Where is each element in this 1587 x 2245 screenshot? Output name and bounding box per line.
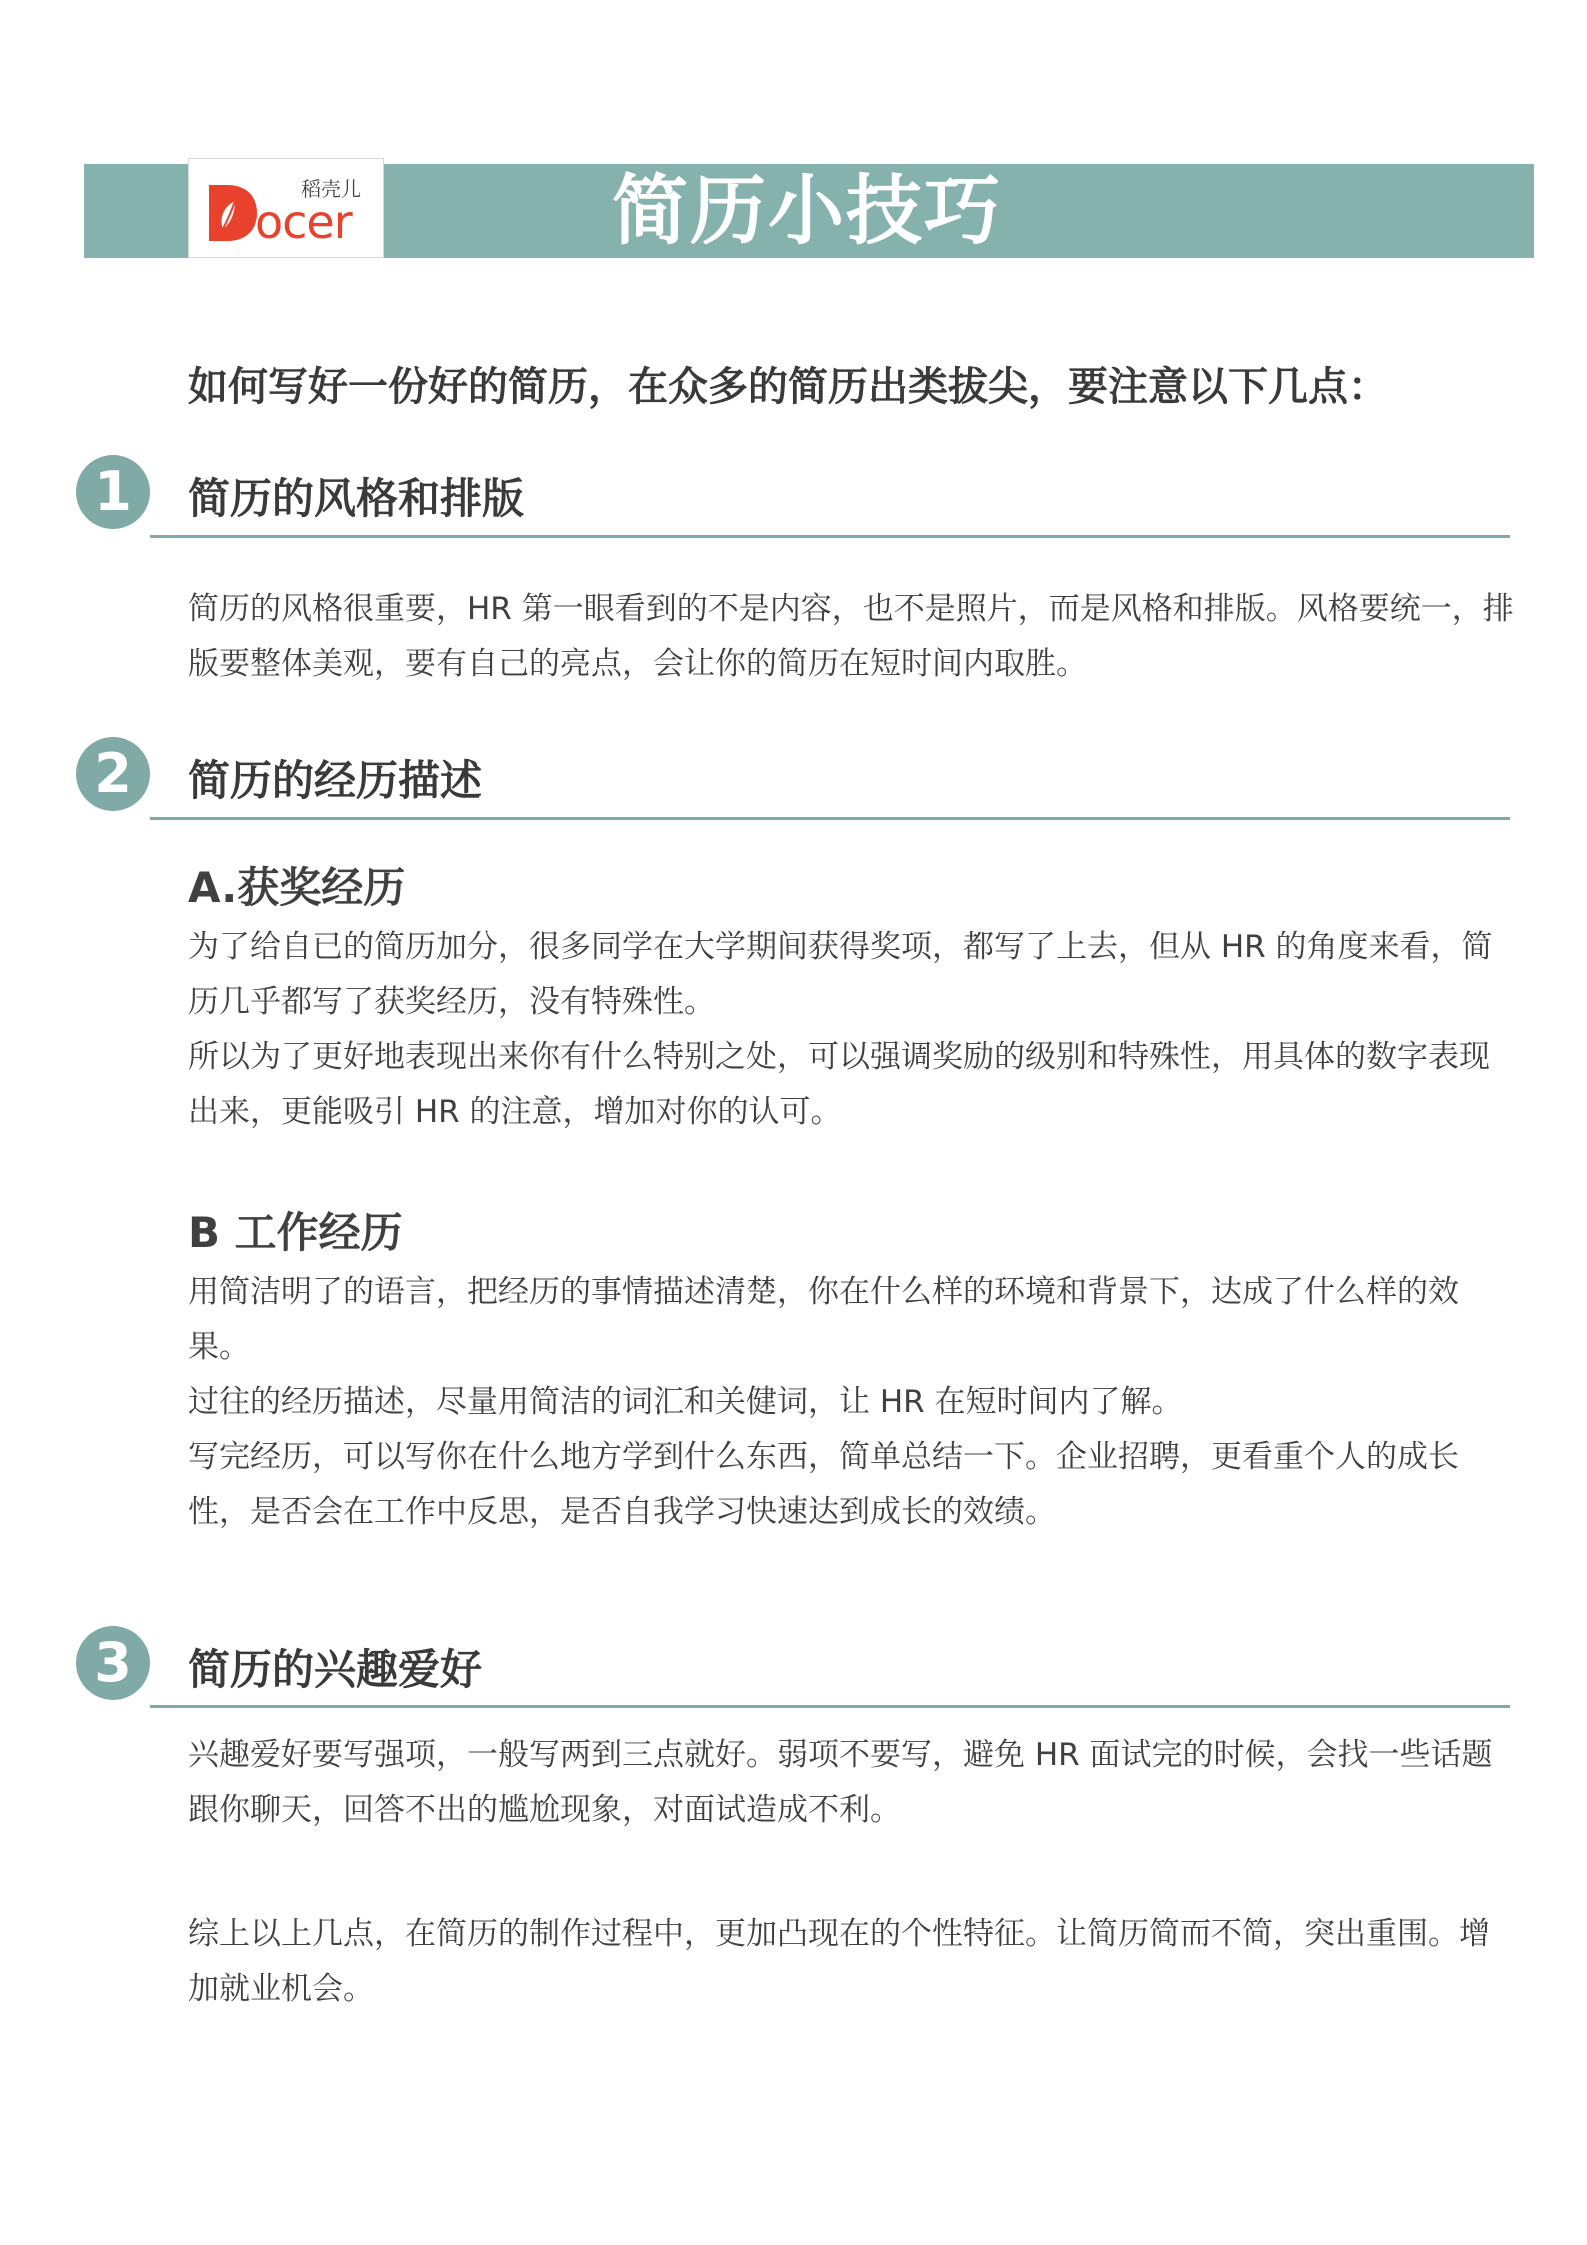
subsection-title: A.获奖经历 (188, 863, 406, 912)
paragraph: 简历的风格很重要，HR 第一眼看到的不是内容，也不是照片，而是风格和排版。风格要统一，排版要整体美观，要有自己的亮点，会让你的简历在短时间内取胜。 (188, 591, 1514, 682)
section-divider (150, 1705, 1510, 1708)
page-title: 简历小技巧 (612, 166, 1002, 255)
section-number-badge: 1 (76, 455, 150, 529)
conclusion (188, 1907, 1518, 2017)
paragraph: 兴趣爱好要写强项，一般写两到三点就好。弱项不要写，避免 HR 面试完的时候，会找一些话题跟你聊天，回答不出的尴尬现象，对面试造成不利。 (188, 1737, 1493, 1828)
section-body (188, 1728, 1518, 1838)
logo-text: ocer (255, 195, 352, 249)
subsection-body (188, 1265, 1518, 1540)
section-title: 简历的经历描述 (188, 756, 483, 805)
paragraph: 过往的经历描述，尽量用简洁的词汇和关健词，让 HR 在短时间内了解。 (188, 1384, 1183, 1420)
section-body (188, 582, 1518, 692)
section-title: 简历的兴趣爱好 (188, 1645, 483, 1694)
paragraph: 所以为了更好地表现出来你有什么特别之处，可以强调奖励的级别和特殊性，用具体的数字表现出来，更能吸引 HR 的注意，增加对你的认可。 (188, 1039, 1490, 1130)
paragraph: 综上以上几点，在简历的制作过程中，更加凸现在的个性特征。让简历简而不简，突出重围。增加就业机会。 (188, 1916, 1490, 2007)
section-title: 简历的风格和排版 (188, 474, 525, 523)
section-number-badge: 3 (76, 1626, 150, 1700)
paragraph: 写完经历，可以写你在什么地方学到什么东西，简单总结一下。企业招聘，更看重个人的成长性，是否会在工作中反思，是否自我学习快速达到成长的效绩。 (188, 1439, 1459, 1530)
section-number-badge: 2 (76, 737, 150, 811)
section-divider (150, 535, 1510, 538)
docer-logo (188, 158, 384, 258)
paragraph: 为了给自已的简历加分，很多同学在大学期间获得奖项，都写了上去，但从 HR 的角度来看，简历几乎都写了获奖经历，没有特殊性。 (188, 929, 1493, 1020)
logo-cn-text: 稻壳儿 (301, 177, 361, 201)
docer-leaf-icon (201, 181, 261, 245)
paragraph: 用简洁明了的语言，把经历的事情描述清楚，你在什么样的环境和背景下，达成了什么样的效果。 (188, 1274, 1459, 1365)
subsection-title: B 工作经历 (188, 1208, 403, 1257)
subsection-body (188, 920, 1518, 1140)
intro-heading: 如何写好一份好的简历，在众多的简历出类拔尖，要注意以下几点： (188, 364, 1388, 410)
section-divider (150, 817, 1510, 820)
